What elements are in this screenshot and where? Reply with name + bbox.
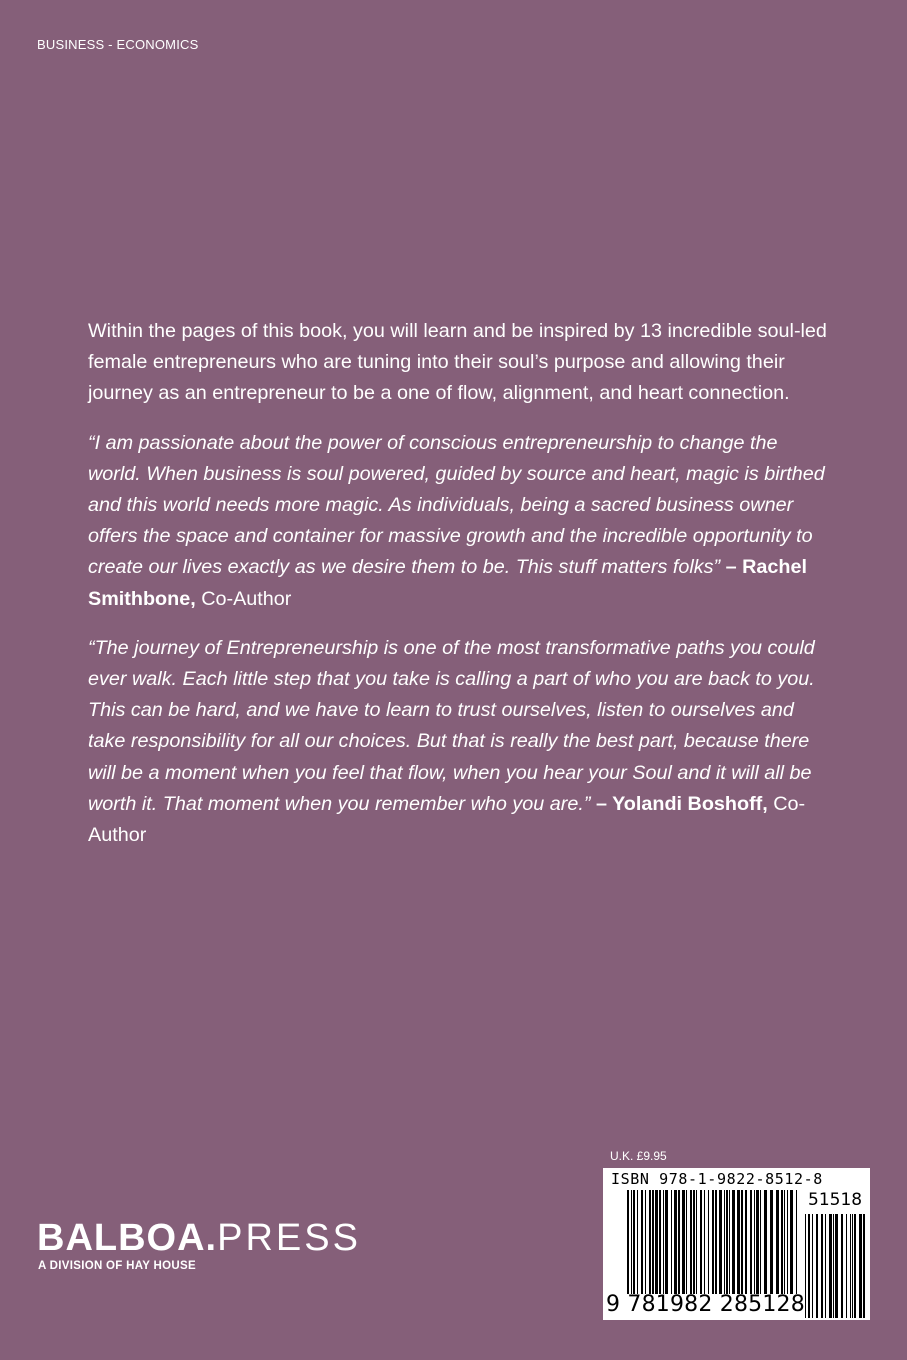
barcode-bar (700, 1190, 702, 1294)
barcode-bar (764, 1190, 767, 1294)
isbn-text: ISBN 978-1-9822-8512-8 (611, 1170, 823, 1188)
barcode-bar (852, 1214, 853, 1318)
barcode-bar (754, 1190, 755, 1294)
barcode-bar (627, 1190, 629, 1294)
barcode-bar (704, 1190, 705, 1294)
barcode-bar (655, 1190, 658, 1294)
barcode-bar (841, 1214, 843, 1318)
quote-2 (88, 633, 828, 851)
barcode-bar (726, 1190, 728, 1294)
barcode-bar (833, 1214, 834, 1318)
barcode-bar (805, 1214, 806, 1318)
barcode-bar (770, 1190, 773, 1294)
barcode-bar (863, 1214, 865, 1318)
barcode-bar (633, 1190, 635, 1294)
barcode-bar (732, 1190, 735, 1294)
barcode-bar (776, 1190, 779, 1294)
barcode-bar (678, 1190, 680, 1294)
barcode-bar (737, 1190, 740, 1294)
barcode-bar (724, 1190, 725, 1294)
barcode-bar (674, 1190, 677, 1294)
barcode-bar (649, 1190, 651, 1294)
barcode-bar (712, 1190, 714, 1294)
barcode-bar (729, 1190, 730, 1294)
barcode-bar (631, 1190, 632, 1294)
barcode-bar (756, 1190, 759, 1294)
barcode-bar (741, 1190, 743, 1294)
barcode-bar (829, 1214, 832, 1318)
quote-2-text: “The journey of Entrepreneurship is one of the most transformative paths you could ever walk. Each little step that you take is calling a part of who you are back to you. This can be hard, and we have to learn to trust ourselves, listen to ourselves and take responsibility for all our choices. But that is really the best part, because there will be a moment when you feel that flow, when you hear your Soul and it will all be worth it. That moment when you remember who you are.” (88, 636, 815, 815)
quote-1-text: “I am passionate about the power of conscious entrepreneurship to change the world. When business is soul powered, guided by source and heart, magic is birthed and this world needs more magic. As individuals, being a sacred business owner offers the space and container for massive growth and the incredible opportunity to create our lives exactly as we desire them to be. This stuff matters folks” (88, 431, 825, 579)
barcode-bar (854, 1214, 856, 1318)
barcode-bar (682, 1190, 685, 1294)
quote-1 (88, 428, 828, 615)
barcode-bar (686, 1190, 687, 1294)
barcode-bar (787, 1190, 788, 1294)
publisher-wordmark (37, 1218, 361, 1258)
barcode-bar (796, 1190, 797, 1294)
barcode-bar (696, 1190, 697, 1294)
barcode-bar (641, 1190, 643, 1294)
barcode-bar (784, 1190, 785, 1294)
barcode-bar (715, 1190, 717, 1294)
barcode-bar (846, 1214, 847, 1318)
publisher-name-bold: BALBOA (37, 1217, 206, 1259)
barcode-addon-digits: 51518 (808, 1190, 863, 1210)
publisher-division: A DIVISION OF HAY HOUSE (38, 1260, 196, 1272)
barcode-bar (835, 1214, 838, 1318)
barcode-bar (659, 1190, 661, 1294)
barcode-bar (812, 1214, 813, 1318)
barcode-bar (821, 1214, 823, 1318)
barcode-bar (690, 1190, 692, 1294)
barcode-bar (637, 1190, 638, 1294)
barcode-bar (750, 1190, 752, 1294)
quote-2-role: Co-Author (88, 792, 806, 847)
price-label: U.K. £9.95 (610, 1149, 667, 1163)
barcode-bar (663, 1190, 664, 1294)
book-description: Within the pages of this book, you will learn and be inspired by 13 incredible soul-led female entrepreneurs who are tuning into their soul’s purpose and allowing their journey as an entrepreneur to be a one of flow, alignment, and heart connection. (88, 320, 827, 405)
barcode-bar (781, 1190, 783, 1294)
quote-2-author: – Yolandi Boshoff, (595, 792, 768, 815)
barcode-digits: 9 781982 285128 (606, 1292, 805, 1317)
category-label: BUSINESS - ECONOMICS (37, 37, 199, 52)
barcode-bar (665, 1190, 668, 1294)
barcode-bar (825, 1214, 826, 1318)
publisher-logo (37, 1218, 361, 1272)
barcode-bar (693, 1190, 695, 1294)
barcode-bar (645, 1190, 646, 1294)
barcode-bar (859, 1214, 862, 1318)
barcode-bar (790, 1190, 793, 1294)
back-cover-text (88, 316, 828, 869)
barcode-bar (850, 1214, 851, 1318)
publisher-dot: . (205, 1217, 218, 1259)
barcode-bar (816, 1214, 818, 1318)
barcode-bar (745, 1190, 747, 1294)
quote-1-role: Co-Author (201, 587, 292, 610)
barcode-bar (652, 1190, 654, 1294)
publisher-name-light: PRESS (217, 1217, 361, 1259)
barcode-bar (760, 1190, 761, 1294)
barcode-bar (671, 1190, 672, 1294)
barcode (603, 1168, 870, 1320)
barcode-bar (708, 1190, 709, 1294)
barcode-bar (719, 1190, 722, 1294)
quote-1-author: – Rachel Smithbone, (88, 556, 808, 610)
barcode-bar (808, 1214, 810, 1318)
